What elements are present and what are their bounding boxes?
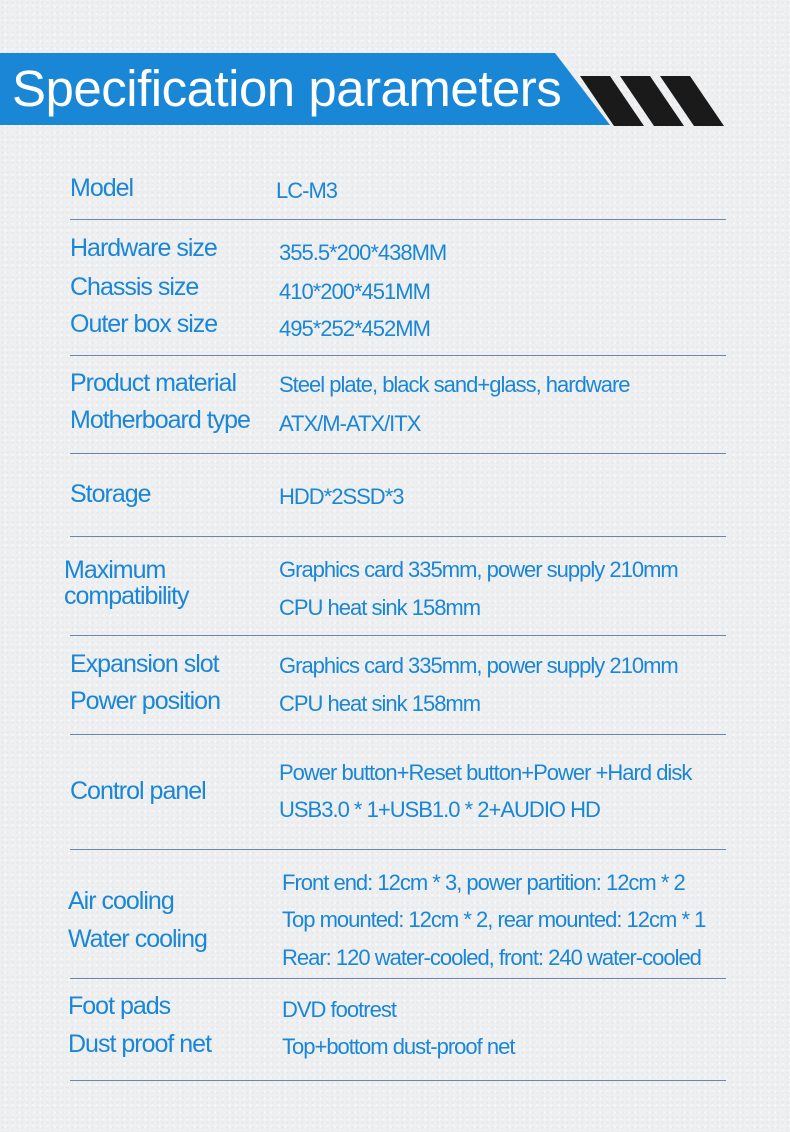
outer-box-size-label: Outer box size — [70, 310, 218, 338]
cooling-value-line2: Top mounted: 12cm * 2, rear mounted: 12cm * 1 — [282, 907, 706, 932]
storage-label: Storage — [70, 480, 151, 508]
foot-pads-value: DVD footrest — [282, 997, 396, 1022]
power-position-value: CPU heat sink 158mm — [279, 691, 481, 716]
cooling-value-line3: Rear: 120 water-cooled, front: 240 water-cooled — [282, 945, 701, 970]
divider — [70, 978, 726, 979]
expansion-slot-label: Expansion slot — [70, 650, 219, 678]
water-cooling-label: Water cooling — [68, 925, 207, 953]
air-cooling-label: Air cooling — [68, 887, 174, 915]
product-material-label: Product material — [70, 369, 237, 397]
maximum-compatibility-label-line1: Maximum — [64, 556, 166, 584]
maximum-compatibility-value-line1: Graphics card 335mm, power supply 210mm — [279, 557, 678, 582]
control-panel-label: Control panel — [70, 777, 206, 805]
divider — [70, 635, 726, 636]
divider — [70, 453, 726, 454]
control-panel-value-line1: Power button+Reset button+Power +Hard disk — [279, 760, 692, 785]
motherboard-type-label: Motherboard type — [70, 406, 250, 434]
cooling-value-line1: Front end: 12cm * 3, power partition: 12cm * 2 — [282, 870, 685, 895]
maximum-compatibility-value-line2: CPU heat sink 158mm — [279, 595, 481, 620]
divider — [70, 1080, 726, 1081]
dust-proof-net-label: Dust proof net — [68, 1030, 212, 1058]
divider — [70, 849, 726, 850]
maximum-compatibility-label-line2: compatibility — [64, 582, 189, 610]
stripes-decoration — [580, 76, 730, 126]
control-panel-value-line2: USB3.0 * 1+USB1.0 * 2+AUDIO HD — [279, 797, 600, 822]
product-material-value: Steel plate, black sand+glass, hardware — [279, 372, 630, 397]
motherboard-type-value: ATX/M-ATX/ITX — [279, 411, 421, 436]
storage-value: HDD*2SSD*3 — [279, 484, 404, 509]
expansion-slot-value: Graphics card 335mm, power supply 210mm — [279, 653, 678, 678]
hardware-size-label: Hardware size — [70, 234, 217, 262]
divider — [70, 734, 726, 735]
divider — [70, 536, 726, 537]
hardware-size-value: 355.5*200*438MM — [279, 240, 447, 265]
outer-box-size-value: 495*252*452MM — [279, 316, 430, 341]
chassis-size-label: Chassis size — [70, 273, 199, 301]
chassis-size-value: 410*200*451MM — [279, 279, 430, 304]
page-title: Specification parameters — [12, 60, 562, 117]
power-position-label: Power position — [70, 687, 220, 715]
model-label: Model — [70, 174, 134, 202]
divider — [70, 355, 726, 356]
dust-proof-net-value: Top+bottom dust-proof net — [282, 1034, 515, 1059]
divider — [70, 219, 726, 220]
foot-pads-label: Foot pads — [68, 992, 171, 1020]
model-value: LC-M3 — [276, 178, 338, 203]
